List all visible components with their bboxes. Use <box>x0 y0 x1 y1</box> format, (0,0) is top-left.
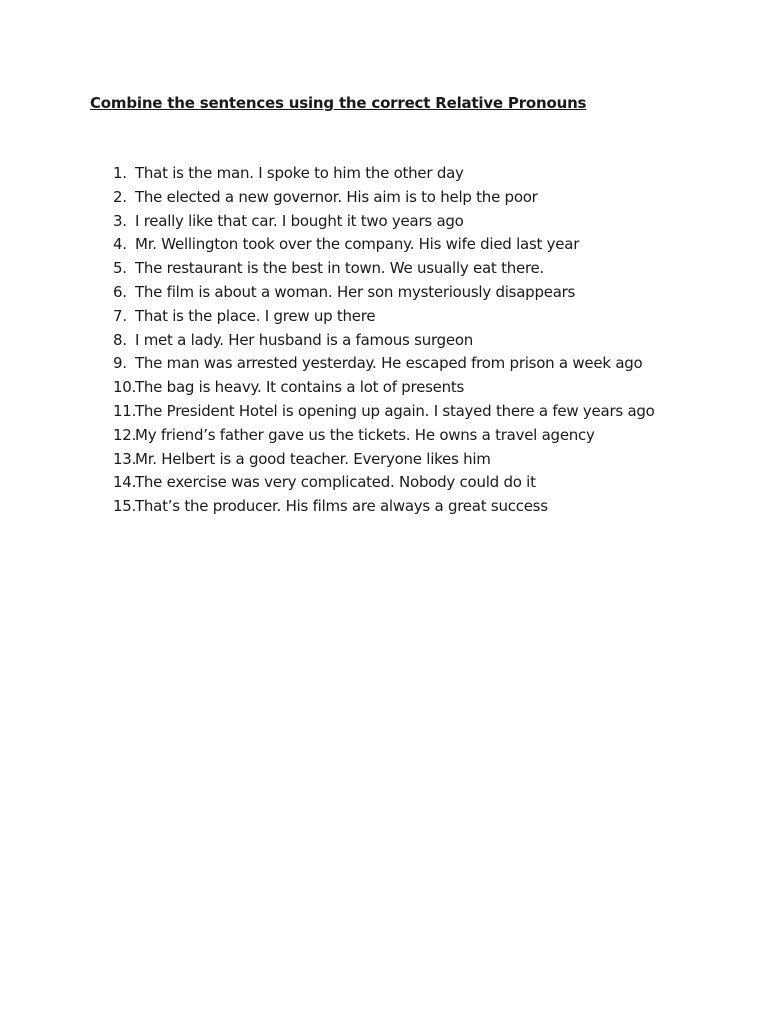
item-number: 5. <box>113 259 127 278</box>
item-text: The elected a new governor. His aim is to help the poor <box>135 187 538 206</box>
item-text: My friend’s father gave us the tickets. He owns a travel agency <box>135 425 595 444</box>
item-number: 6. <box>113 282 127 301</box>
item-text: That is the man. I spoke to him the other day <box>135 164 464 182</box>
item-number: 9. <box>113 354 127 373</box>
page-title: Combine the sentences using the correct Relative Pronouns <box>90 94 587 112</box>
item-number: 12. <box>113 425 137 444</box>
item-text: The bag is heavy. It contains a lot of presents <box>135 378 465 397</box>
item-text: That’s the producer. His films are always a great success <box>135 497 548 516</box>
item-number: 2. <box>113 187 127 206</box>
item-text: The man was arrested yesterday. He escaped from prison a week ago <box>135 354 643 373</box>
item-text: The President Hotel is opening up again. I stayed there a few years ago <box>135 401 655 420</box>
item-number: 13. <box>113 449 137 468</box>
item-number: 8. <box>113 330 127 349</box>
item-number: 3. <box>113 211 127 230</box>
item-number: 1. <box>113 164 127 182</box>
item-number: 14. <box>113 473 137 492</box>
item-text: I met a lady. Her husband is a famous surgeon <box>135 330 474 349</box>
item-number: 11. <box>113 401 137 420</box>
item-number: 7. <box>113 306 127 325</box>
item-text: I really like that car. I bought it two years ago <box>135 211 464 230</box>
item-text: That is the place. I grew up there <box>135 306 376 325</box>
item-number: 10. <box>113 378 137 397</box>
item-number: 4. <box>113 235 127 254</box>
item-text: Mr. Helbert is a good teacher. Everyone likes him <box>135 449 491 468</box>
item-text: The restaurant is the best in town. We usually eat there. <box>135 259 545 278</box>
item-number: 15. <box>113 497 137 516</box>
item-text: Mr. Wellington took over the company. His wife died last year <box>135 235 580 254</box>
item-text: The exercise was very complicated. Nobody could do it <box>135 473 536 492</box>
item-text: The film is about a woman. Her son mysteriously disappears <box>135 282 576 301</box>
